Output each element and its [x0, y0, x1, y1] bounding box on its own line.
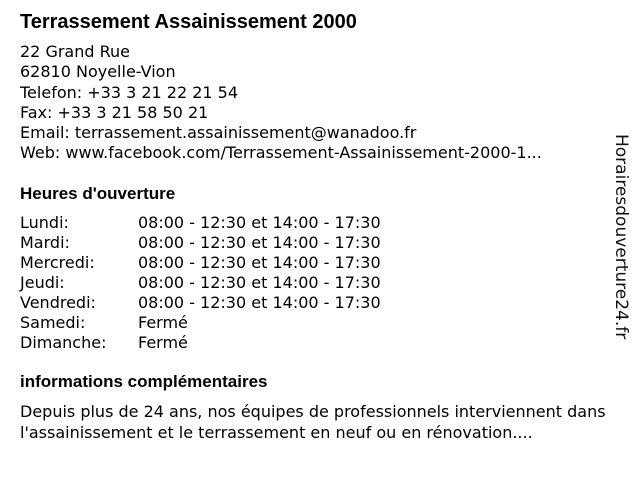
- hours-time: 08:00 - 12:30 et 14:00 - 17:30: [138, 292, 381, 312]
- hours-time: Fermé: [138, 312, 188, 332]
- address-street: 22 Grand Rue: [20, 42, 130, 61]
- additional-info-heading: informations complémentaires: [20, 371, 268, 391]
- hours-time: 08:00 - 12:30 et 14:00 - 17:30: [138, 272, 381, 292]
- business-card: [20, 9, 620, 443]
- business-name: Terrassement Assainissement 2000: [20, 11, 357, 33]
- hours-time: Fermé: [138, 332, 188, 352]
- contact-block: [20, 42, 620, 164]
- opening-hours-heading: Heures d'ouverture: [20, 183, 176, 203]
- fax-line: Fax: +33 3 21 58 50 21: [20, 102, 209, 122]
- hours-row-tuesday: [20, 233, 620, 253]
- hours-day: Vendredi:: [20, 292, 96, 312]
- hours-row-saturday: [20, 313, 620, 333]
- site-watermark: Horairesdouverture24.fr: [611, 134, 631, 340]
- address-city: 62810 Noyelle-Vion: [20, 62, 176, 82]
- hours-time: 08:00 - 12:30 et 14:00 - 17:30: [138, 212, 381, 232]
- hours-time: 08:00 - 12:30 et 14:00 - 17:30: [138, 252, 381, 272]
- phone-line: Telefon: +33 3 21 22 21 54: [20, 82, 239, 102]
- additional-info-text: Depuis plus de 24 ans, nos équipes de professionnels interviennent dans l'assainissement et le terrassement en neuf ou en rénovation....: [20, 401, 606, 442]
- hours-day: Lundi:: [20, 212, 69, 232]
- hours-day: Mercredi:: [20, 252, 95, 272]
- email-line: Email: terrassement.assainissement@wanadoo.fr: [20, 123, 417, 143]
- hours-row-wednesday: [20, 253, 620, 273]
- hours-row-sunday: [20, 333, 620, 353]
- hours-row-thursday: [20, 273, 620, 293]
- hours-row-monday: [20, 213, 620, 233]
- hours-day: Dimanche:: [20, 332, 107, 352]
- hours-day: Mardi:: [20, 232, 70, 252]
- hours-day: Jeudi:: [20, 272, 65, 292]
- hours-time: 08:00 - 12:30 et 14:00 - 17:30: [138, 232, 381, 252]
- opening-hours-table: [20, 213, 620, 353]
- hours-day: Samedi:: [20, 312, 86, 332]
- web-line: Web: www.facebook.com/Terrassement-Assainissement-2000-1...: [20, 143, 542, 163]
- hours-row-friday: [20, 293, 620, 313]
